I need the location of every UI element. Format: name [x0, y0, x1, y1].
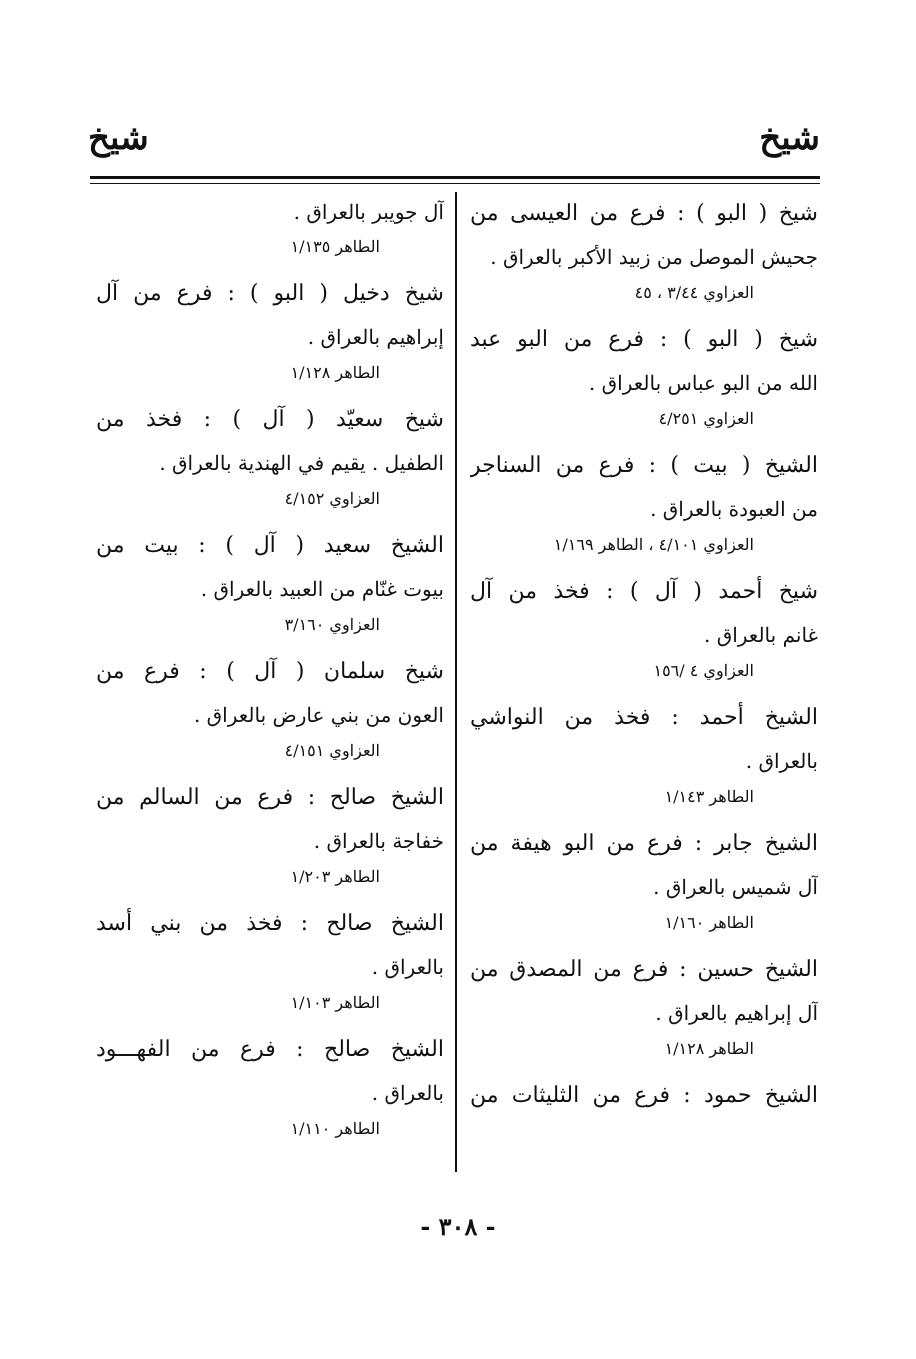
entry-headline: شيخ سلمان ( آل ) : فرع من [96, 659, 444, 684]
entry-headline: الشيخ جابر : فرع من البو هيفة من [470, 831, 818, 856]
column-divider [455, 192, 457, 1172]
entry-reference: العزاوي ٤/١٠١ ، الطاهر ١/١٦٩ [553, 535, 754, 554]
entry-headline: الشيخ أحمد : فخذ من النواشي [470, 705, 818, 730]
entry-reference: الطاهر ١/١٢٨ [664, 1039, 754, 1058]
header-word-left: شيخ [88, 118, 149, 158]
header-word-right: شيخ [759, 118, 820, 158]
entry [470, 570, 818, 686]
entry-headline: الشيخ حمود : فرع من الثليثات من [470, 1083, 818, 1108]
entry [96, 1028, 444, 1144]
page-number: - ٣٠٨ - [420, 1212, 496, 1241]
entry [96, 902, 444, 1018]
entry-text: الطفيل . يقيم في الهندية بالعراق . [159, 451, 444, 475]
entry-reference: الطاهر ١/١٦٠ [664, 913, 754, 932]
entry [96, 776, 444, 892]
entry-headline: شيخ سعيّد ( آل ) : فخذ من [96, 407, 444, 432]
continued-text: آل جويبر بالعراق . [293, 200, 444, 224]
entry-reference: العزاوي ٤/١٥٢ [284, 489, 380, 508]
entry-text: آل شميس بالعراق . [653, 875, 818, 899]
entry [96, 650, 444, 766]
entry-reference: الطاهر ١/١٣٥ [290, 237, 380, 256]
entry-text: آل إبراهيم بالعراق . [655, 1001, 818, 1025]
entry-headline: الشيخ صالح : فرع من الفهـــود [96, 1037, 444, 1062]
entry-reference: العزاوي ٣/٤٤ ، ٤٥ [634, 283, 754, 302]
entry-reference: الطاهر ١/١٢٨ [290, 363, 380, 382]
continued-entry [96, 192, 444, 262]
entry-reference: العزاوي ٤/١٥١ [284, 741, 380, 760]
entry-text: إبراهيم بالعراق . [307, 325, 444, 349]
entry-reference: الطاهر ١/١٤٣ [664, 787, 754, 806]
entry-text: بيوت غنّام من العبيد بالعراق . [200, 577, 444, 601]
entry-reference: العزاوي ٤ /١٥٦ [653, 661, 754, 680]
entry-reference: الطاهر ١/١١٠ [290, 1119, 380, 1138]
entry [96, 398, 444, 514]
entry-text: بالعراق . [745, 749, 818, 773]
entry-reference: العزاوي ٣/١٦٠ [284, 615, 380, 634]
entry [470, 696, 818, 812]
entry-headline: شيخ ( البو ) : فرع من العيسى من [470, 201, 818, 226]
left-column [96, 192, 444, 1182]
entry [470, 318, 818, 434]
entry [470, 822, 818, 938]
entry-reference: الطاهر ١/١٠٣ [290, 993, 380, 1012]
entry-headline: الشيخ صالح : فخذ من بني أسد [96, 911, 444, 936]
entry-text: الله من البو عباس بالعراق . [588, 371, 818, 395]
header-rule-thin [90, 183, 820, 184]
entry-reference: العزاوي ٤/٢٥١ [658, 409, 754, 428]
entry-headline: شيخ ( البو ) : فرع من البو عبد [470, 327, 818, 352]
entry-headline: الشيخ سعيد ( آل ) : بيت من [96, 533, 444, 558]
entry-text: خفاجة بالعراق . [313, 829, 444, 853]
entry-headline: شيخ أحمد ( آل ) : فخذ من آل [470, 579, 818, 604]
right-column [470, 192, 818, 1182]
entry-text: جحيش الموصل من زبيد الأكبر بالعراق . [490, 245, 818, 269]
entry [470, 1074, 818, 1118]
page-header [88, 118, 820, 176]
entry-text: من العبودة بالعراق . [650, 497, 818, 521]
entry-headline: الشيخ ( بيت ) : فرع من السناجر [470, 453, 818, 478]
entry-text: العون من بني عارض بالعراق . [193, 703, 444, 727]
entry-text: غانم بالعراق . [703, 623, 818, 647]
entry-headline: الشيخ صالح : فرع من السالم من [96, 785, 444, 810]
entry [470, 948, 818, 1064]
entry [96, 524, 444, 640]
entry-reference: الطاهر ١/٢٠٣ [290, 867, 380, 886]
entry-text: بالعراق . [371, 955, 444, 979]
header-rule-thick [90, 176, 820, 179]
entry-headline: شيخ دخيل ( البو ) : فرع من آل [96, 281, 444, 306]
entry [96, 272, 444, 388]
entry-text: بالعراق . [371, 1081, 444, 1105]
entry [470, 444, 818, 560]
entry [470, 192, 818, 308]
entry-headline: الشيخ حسين : فرع من المصدق من [470, 957, 818, 982]
